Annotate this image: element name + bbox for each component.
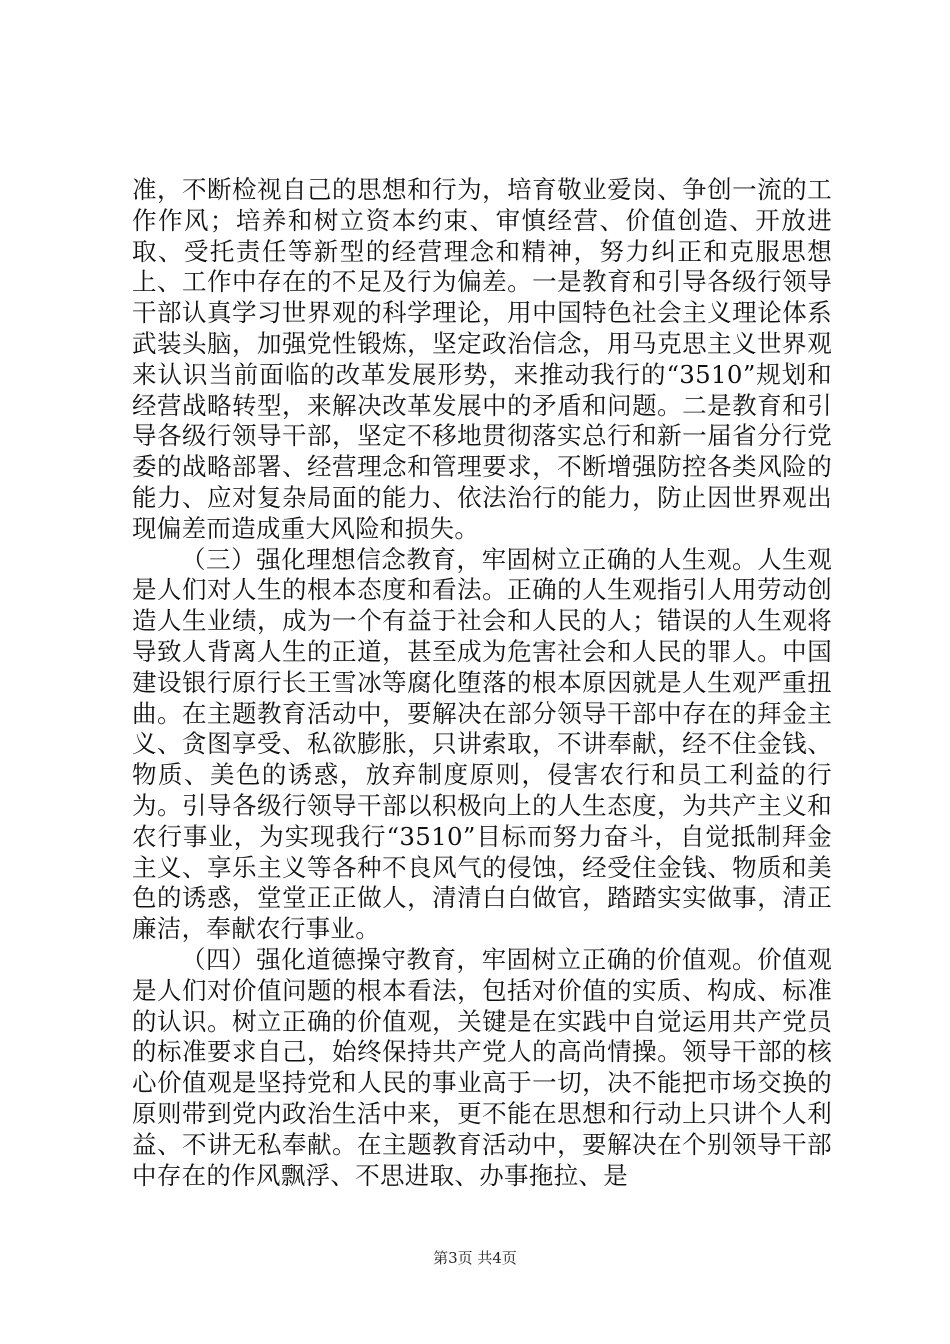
- text-line: 论体系武装头脑，加强党性锻炼，坚定政治信念，用马克思主: [132, 298, 833, 358]
- text-line: 产党员的标准要求自己，始终保持共产党人的高尚情操。领导: [132, 1006, 833, 1067]
- text-line: 观是人们对价值问题的根本看法，包括对价值的实质、构成、: [132, 944, 832, 1005]
- text-line: （三）强化理想信念教育，牢固树立正确的人生观。人生: [181, 544, 808, 574]
- text-line: 的能力，防止因世界观出现偏差而造成重大风险和损失。: [132, 482, 832, 543]
- text-line: 金钱、物质和美色的诱惑，堂堂正正做人，清清白白做官，踏: [132, 852, 832, 913]
- text-line: 义世界观来认识当前面临的改革发展形势，来推动我行的: [132, 328, 832, 389]
- text-line: 经不住金钱、物质、美色的诱惑，放弃制度原则，侵害农行和: [132, 729, 832, 790]
- text-line: 上只讲个人利益、不讲无私奉献。在主题教育活动中，要解决: [132, 1098, 832, 1159]
- text-line: 为共产主义和农行事业，为实现我行“3510”目标而努力奋斗，: [132, 790, 832, 851]
- page-footer: [0, 1248, 950, 1268]
- document-body: [132, 175, 832, 1191]
- text-line: 题。二是教育和引导各级行领导干部，坚定不移地贯彻落实总: [132, 390, 833, 451]
- text-line: 市场交换的原则带到党内政治生活中来，更不能在思想和行动: [132, 1068, 833, 1128]
- text-line: （四）强化道德操守教育，牢固树立正确的价值观。价值: [181, 944, 808, 974]
- text-line: 干部的核心价值观是坚持党和人民的事业高于一切，决不能把: [132, 1037, 832, 1098]
- text-line: 生观严重扭曲。在主题教育活动中，要解决在部分领导干部中: [132, 667, 833, 728]
- body-paragraph-world-view: [132, 175, 832, 545]
- text-line: 准，不断检视自己的思想和行为，培育敬业爱岗、争创一流的: [132, 175, 808, 204]
- text-line: 踏实实做事，清正廉洁，奉献农行事业。: [132, 883, 833, 944]
- text-line: 断增强防控各类风险的能力、应对复杂局面的能力、依法治行: [132, 452, 833, 512]
- body-paragraph-life-view: [132, 545, 832, 945]
- text-line: 生观将导致人背离人生的正道，甚至成为危害社会和人民的罪: [132, 606, 833, 666]
- body-paragraph-value-view: [132, 945, 832, 1191]
- text-line: 进取、受托责任等新型的经营理念和精神，努力纠正和克服思: [132, 205, 832, 266]
- text-line: 行和新一届省分行党委的战略部署、经营理念和管理要求，不: [132, 421, 832, 482]
- text-line: 人。中国建设银行原行长王雪冰等腐化堕落的根本原因就是人: [132, 636, 832, 697]
- text-line: 员工利益的行为。引导各级行领导干部以积极向上的人生态度，: [132, 760, 832, 820]
- text-line: 想上、工作中存在的不足及行为偏差。一是教育和引导各级行: [132, 236, 832, 297]
- page-number-label: 第3页 共4页: [433, 1249, 517, 1267]
- text-line: 自觉抵制拜金主义、享乐主义等各种不良风气的侵蚀，经受住: [132, 821, 832, 882]
- text-line: 标准的认识。树立正确的价值观，关键是在实践中自觉运用共: [132, 975, 832, 1036]
- text-line: “3510”规划和经营战略转型，来解决改革发展中的矛盾和问: [132, 359, 832, 420]
- text-line: 动创造人生业绩，成为一个有益于社会和人民的人；错误的人: [132, 575, 832, 636]
- text-line: 在个别领导干部中存在的作风飘浮、不思进取、办事拖拉、是: [132, 1129, 832, 1190]
- text-line: 存在的拜金主义、贪图享受、私欲膨胀，只讲索取，不讲奉献，: [132, 698, 832, 759]
- text-line: 领导干部认真学习世界观的科学理论，用中国特色社会主义理: [132, 267, 832, 328]
- text-line: 观是人们对人生的根本态度和看法。正确的人生观指引人用劳: [132, 544, 832, 605]
- text-line: 工作作风；培养和树立资本约束、审慎经营、价值创造、开放: [132, 175, 832, 235]
